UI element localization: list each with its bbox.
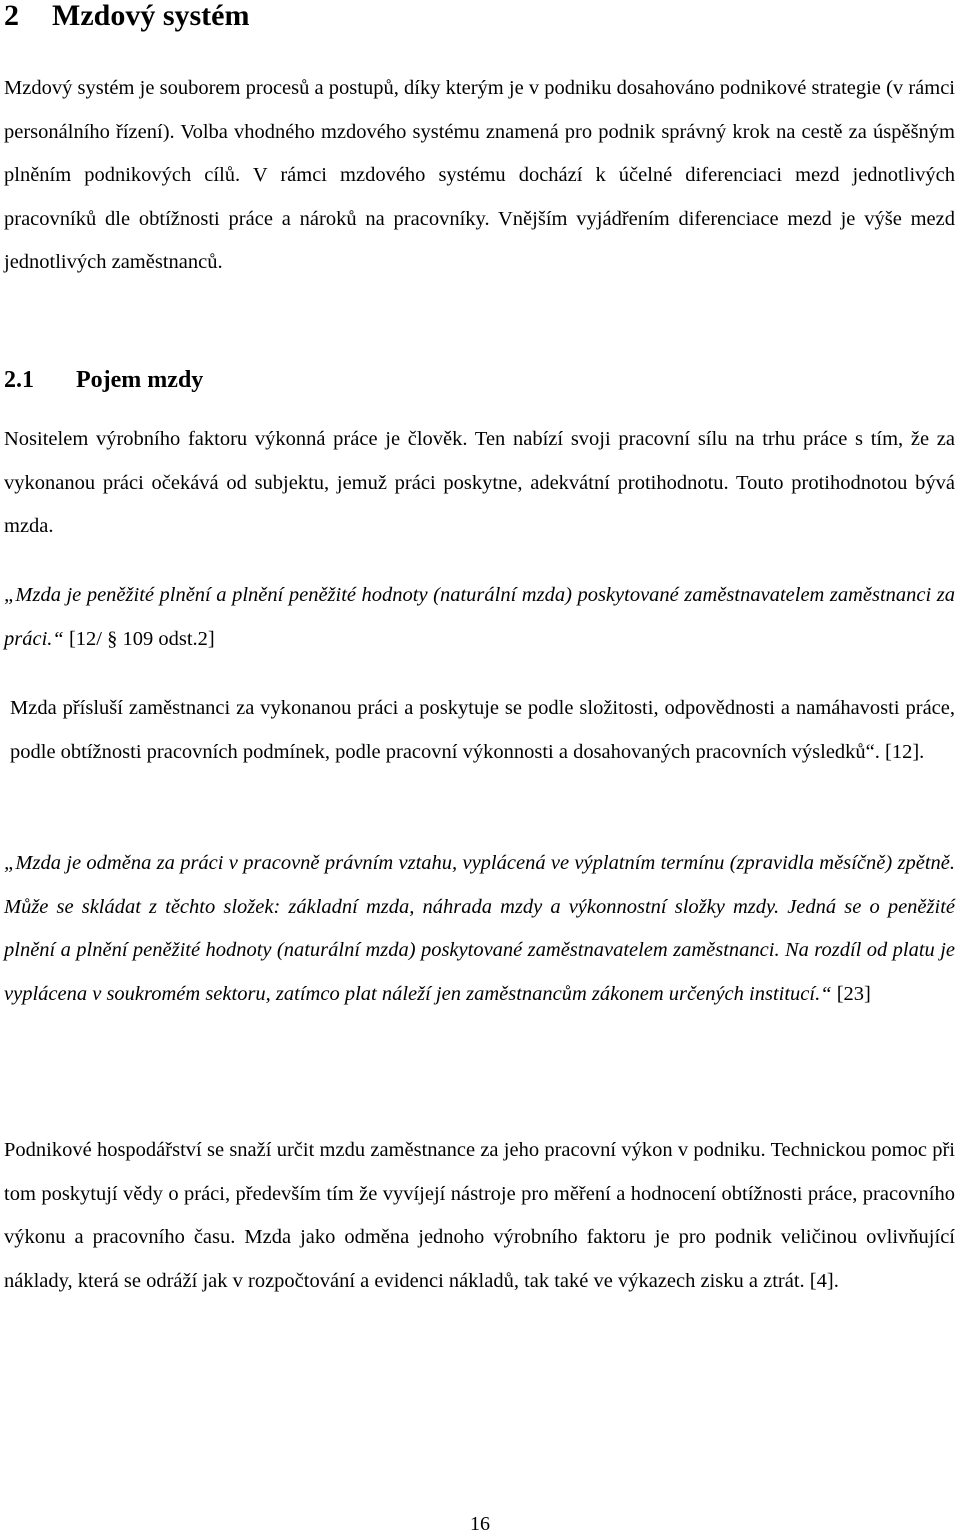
intro-paragraph: Mzdový systém je souborem procesů a postupů, díky kterým je v podniku dosahováno podnikové strategie (v rámci personálního řízení). Volba vhodného mzdového systému znamená pro podnik správný krok na cestě za úspěšným plněním podnikových cílů. V rámci mzdového systému dochází k účelné diferenciaci mezd jednotlivých pracovníků dle obtížnosti práce a nároků na pracovníky. Vnějším vyjádřením diferenciace mezd je výše mezd jednotlivých zaměstnanců. xyxy=(4,77,955,274)
quote-paragraph-2 xyxy=(4,842,955,1016)
quote-citation-2: [23] xyxy=(831,982,871,1005)
page-number: 16 xyxy=(470,1513,490,1535)
body-paragraph-economy: Podnikové hospodářství se snaží určit mzdu zaměstnance za jeho pracovní výkon v podniku. Technickou pomoc při tom poskytují vědy o práci, především tím že vyvíjejí nástroje pro měření a hodnocení obtížnosti práce, pracovního výkonu a pracovního času. Mzda jako odměna jednoho výrobního faktoru je pro podnik veličinou ovlivňující náklady, která se odráží jak v rozpočtování a evidenci nákladů, tak také ve výkazech zisku a ztrát. [4]. xyxy=(4,1139,955,1292)
quote-citation-1: [12/ § 109 odst.2] xyxy=(63,627,215,650)
section-title: Pojem mzdy xyxy=(76,367,204,393)
section-heading xyxy=(4,362,203,398)
chapter-title: Mzdový systém xyxy=(52,0,250,32)
quote-text-2: „Mzda je odměna za práci v pracovně právním vztahu, vyplácená ve výplatním termínu (zpravidla měsíčně) zpětně. Může se skládat z těchto složek: základní mzda, náhrada mzdy a výkonnostní složky mzdy. Jedná se o peněžité plnění a plnění peněžité hodnoty (naturální mzda) poskytované zaměstnavatelem zaměstnanci. Na rozdíl od platu je vyplácena v soukromém sektoru, zatímco plat náleží jen zaměstnancům zákonem určených institucí.“ xyxy=(4,852,955,1005)
section-number: 2.1 xyxy=(4,367,34,393)
chapter-heading xyxy=(4,0,249,38)
quote-text-1: „Mzda je peněžité plnění a plnění peněžité hodnoty (naturální mzda) poskytované zaměstnavatelem zaměstnanci za práci.“ xyxy=(4,584,955,650)
body-paragraph-labor: Nositelem výrobního faktoru výkonná práce je člověk. Ten nabízí svoji pracovní sílu na trhu práce s tím, že za vykonanou práci očekává od subjektu, jemuž práci poskytne, adekvátní protihodnotu. Touto protihodnotou bývá mzda. xyxy=(4,428,955,538)
body-paragraph-wage: Mzda přísluší zaměstnanci za vykonanou práci a poskytuje se podle složitosti, odpovědnosti a namáhavosti práce, podle obtížnosti pracovních podmínek, podle pracovní výkonnosti a dosahovaných pracovních výsledků“. [12]. xyxy=(10,697,955,763)
chapter-number: 2 xyxy=(4,0,19,32)
quote-paragraph-1 xyxy=(4,574,955,661)
